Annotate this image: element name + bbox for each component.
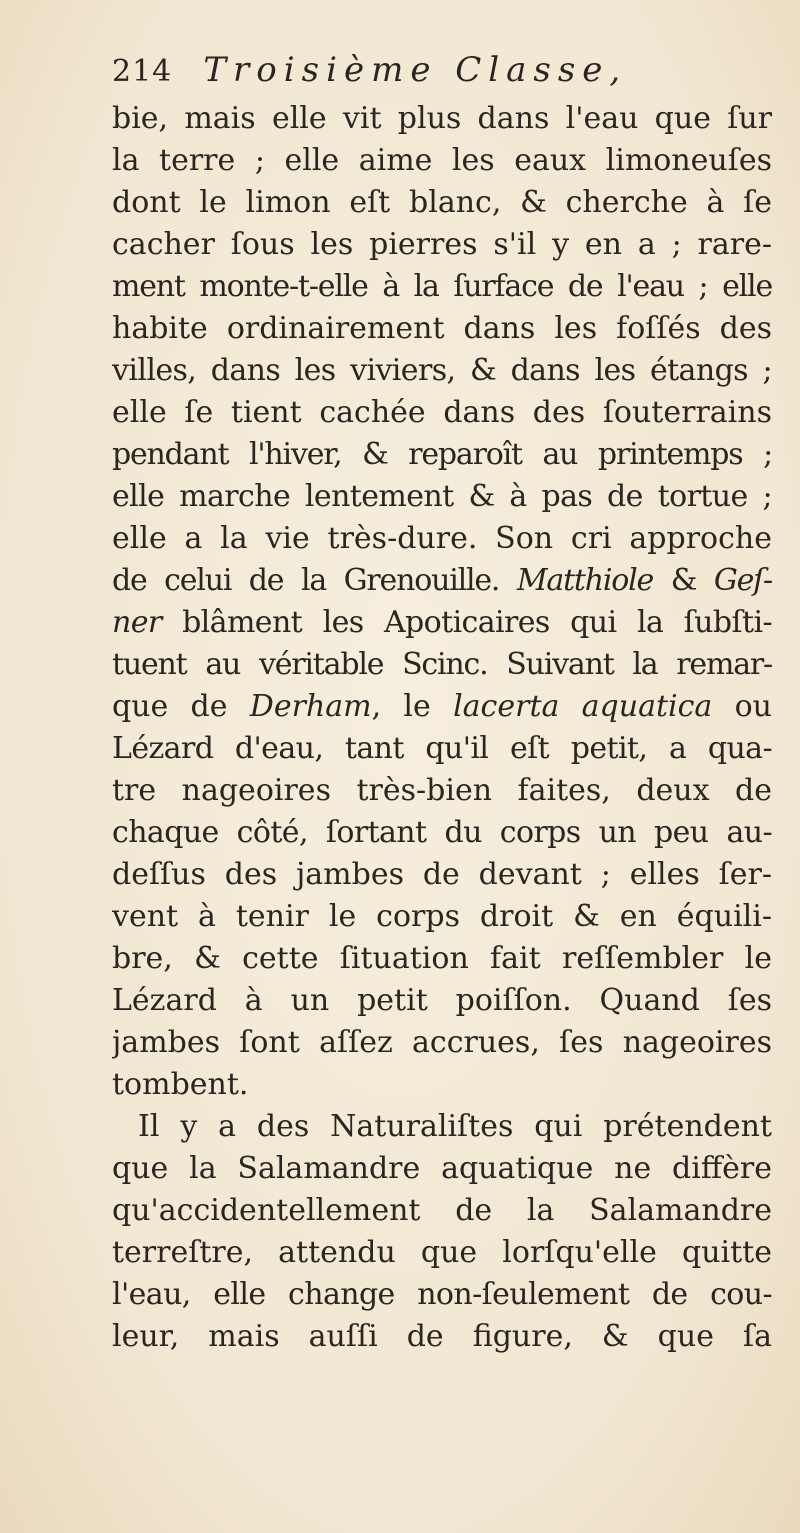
text-line: pendant l'hiver, & reparoît au printemps ;	[112, 437, 772, 472]
author-name-gesner-start: Geſ-	[713, 563, 772, 598]
text-line: elle marche lentement & à pas de tortue ;	[112, 479, 772, 514]
text-line	[112, 686, 772, 728]
text-line: elle ſe tient cachée dans des ſouterrains	[112, 395, 772, 430]
text-segment: que de	[112, 689, 228, 724]
text-line: tombent.	[112, 1067, 249, 1102]
text-line: ment monte-t-elle à la ſurface de l'eau ; elle	[112, 269, 772, 304]
text-line: cacher ſous les pierres s'il y en a ; rare-	[112, 227, 772, 262]
page-number: 214	[112, 54, 173, 89]
text-line: dont le limon eſt blanc, & cherche à ſe	[112, 185, 772, 220]
running-head: Troisième Classe,	[203, 50, 628, 90]
text-line: vent à tenir le corps droit & en équili-	[112, 899, 772, 934]
text-line: que la Salamandre aquatique ne diffère	[112, 1151, 772, 1186]
text-line: villes, dans les viviers, & dans les étangs ;	[112, 353, 772, 388]
text-line: elle a la vie très-dure. Son cri approche	[112, 521, 772, 556]
text-line: jambes ſont aſſez accrues, ſes nageoires	[112, 1025, 772, 1060]
text-line: l'eau, elle change non-ſeulement de cou-	[112, 1277, 772, 1312]
text-line: Il y a des Naturaliſtes qui prétendent	[138, 1109, 772, 1144]
text-segment: de celui de la Grenouille.	[112, 563, 500, 598]
body-text	[112, 98, 772, 1358]
text-line: terreſtre, attendu que lorſqu'elle quitte	[112, 1235, 772, 1270]
text-line: tuent au véritable Scinc. Suivant la remar-	[112, 647, 772, 682]
text-line: qu'accidentellement de la Salamandre	[112, 1193, 772, 1228]
text-segment: , le	[371, 689, 431, 724]
text-line	[112, 602, 772, 644]
text-segment: &	[670, 563, 697, 598]
text-line: chaque côté, ſortant du corps un peu au-	[112, 815, 772, 850]
latin-name: lacerta aquatica	[453, 689, 713, 724]
text-line: tre nageoires très-bien faites, deux de	[112, 773, 772, 808]
text-line: deſſus des jambes de devant ; elles ſer-	[112, 857, 772, 892]
text-line: leur, mais auſſi de figure, & que ſa	[112, 1319, 772, 1354]
text-segment: blâment les Apoticaires qui la ſubſti-	[182, 605, 772, 640]
text-line: la terre ; elle aime les eaux limoneuſes	[112, 143, 772, 178]
page-header	[112, 50, 772, 98]
text-line: bie, mais elle vit plus dans l'eau que ſur	[112, 101, 772, 136]
text-segment: ou	[734, 689, 772, 724]
author-name-gesner-end: ner	[112, 605, 162, 640]
author-name-derham: Derham	[249, 689, 372, 724]
text-line: Lézard à un petit poiſſon. Quand ſes	[112, 983, 772, 1018]
text-line: habite ordinairement dans les foſſés des	[112, 311, 772, 346]
text-line	[112, 560, 772, 602]
author-name-matthiole: Matthiole	[516, 563, 654, 598]
text-line: Lézard d'eau, tant qu'il eſt petit, a qua-	[112, 731, 772, 766]
text-line: bre, & cette ſituation fait reſſembler le	[112, 941, 772, 976]
